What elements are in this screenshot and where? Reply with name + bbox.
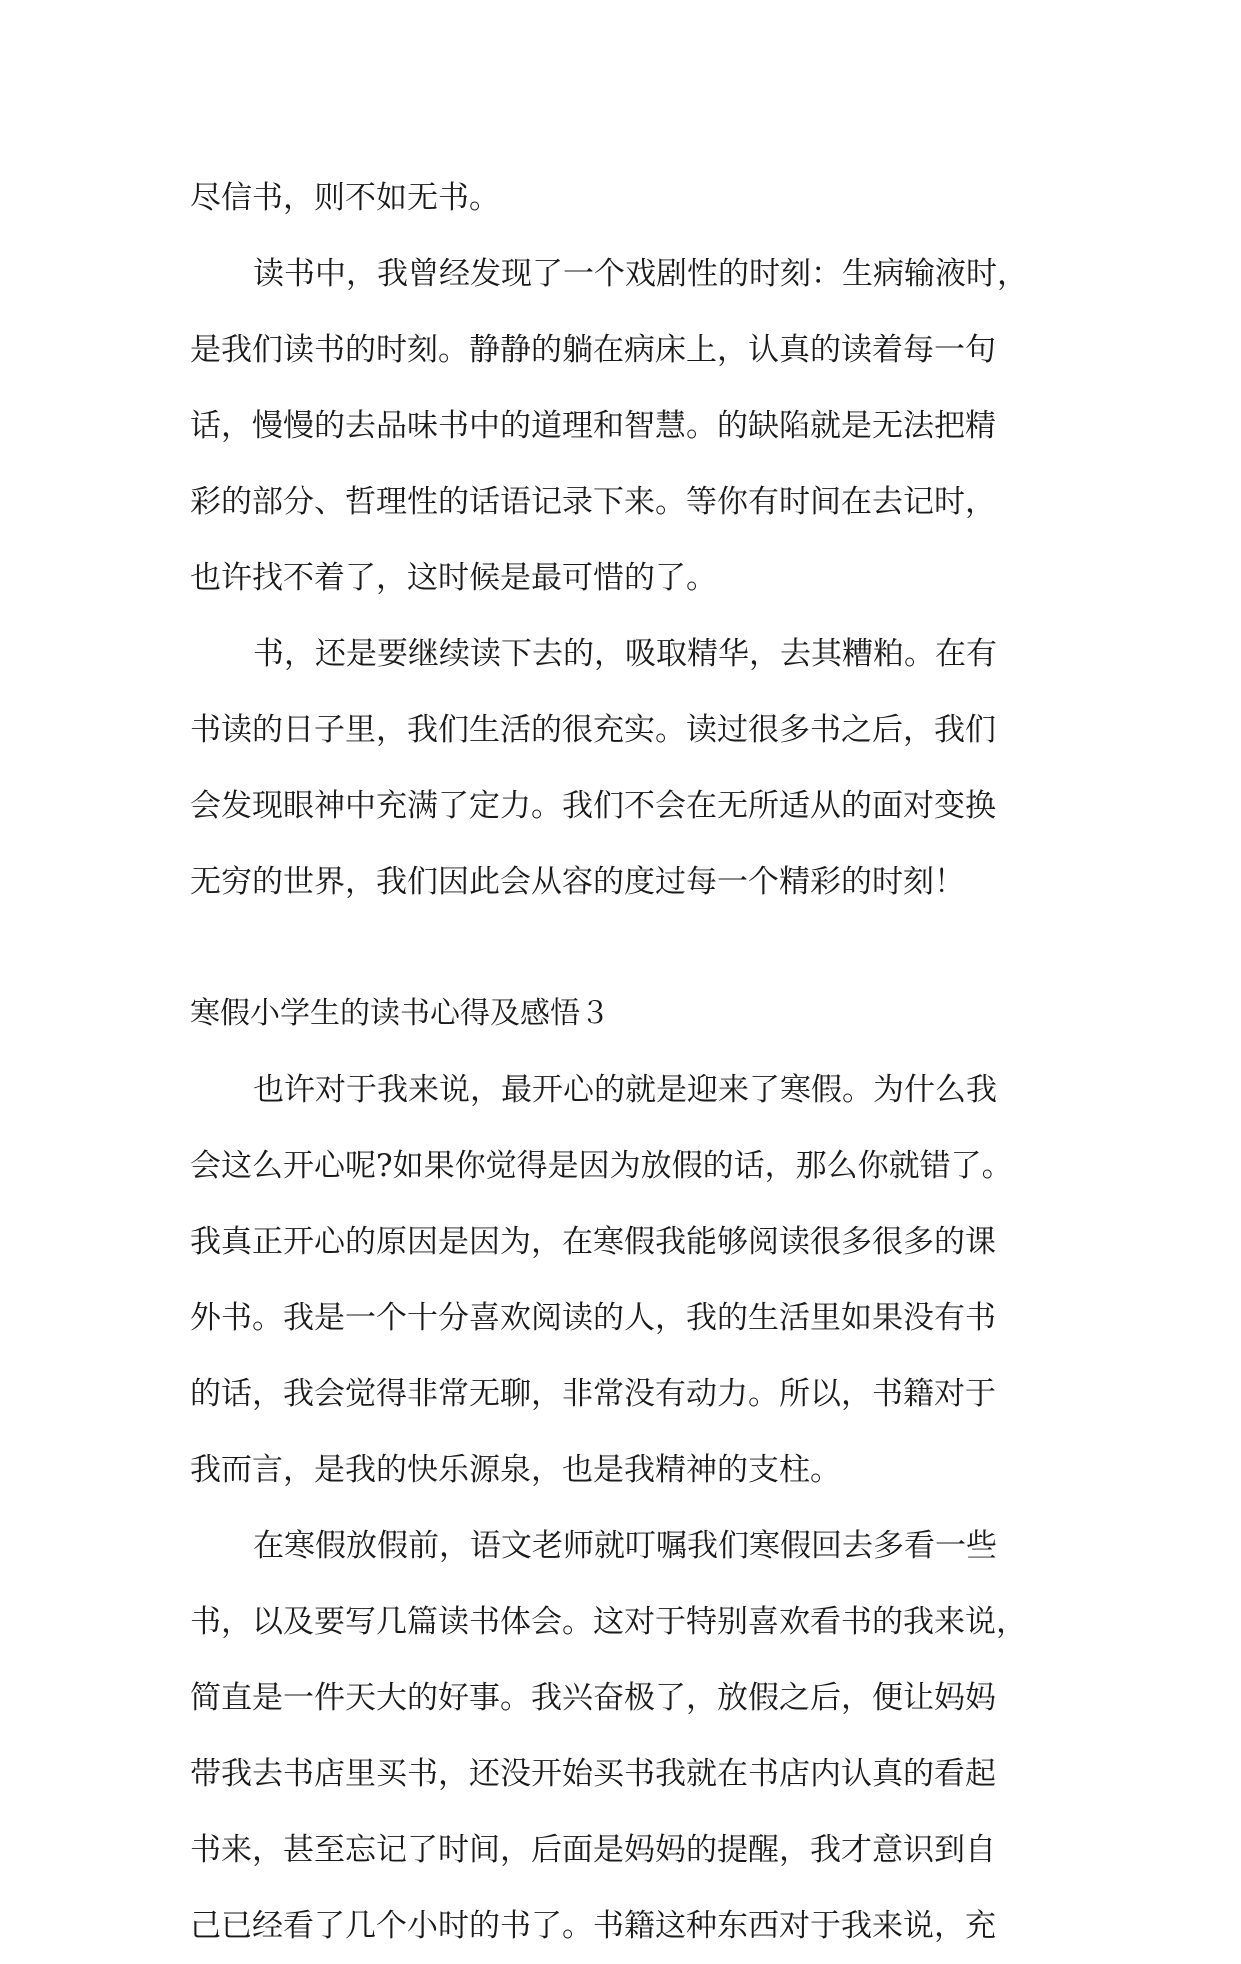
paragraph-reading-while-ill — [190, 236, 1070, 616]
text-line: 书，以及要写几篇读书体会。这对于特别喜欢看书的我来说， — [190, 1604, 1027, 1640]
paragraph-keep-reading — [190, 616, 1070, 920]
text-line: 是我们读书的时刻。静静的躺在病床上，认真的读着每一句 — [190, 332, 996, 368]
paragraph-bookstore — [190, 1508, 1070, 1964]
document-body — [190, 160, 1070, 1964]
paragraph-winter-break — [190, 1052, 1070, 1508]
text-line: 书来，甚至忘记了时间，后面是妈妈的提醒，我才意识到自 — [190, 1832, 996, 1868]
text-line: 我真正开心的原因是因为，在寒假我能够阅读很多很多的课 — [190, 1224, 996, 1260]
text-line: 我而言，是我的快乐源泉，也是我精神的支柱。 — [190, 1452, 841, 1488]
text-line: 简直是一件天大的好事。我兴奋极了，放假之后，便让妈妈 — [190, 1680, 996, 1716]
text-line: 外书。我是一个十分喜欢阅读的人，我的生活里如果没有书 — [190, 1300, 996, 1336]
text-line: 会发现眼神中充满了定力。我们不会在无所适从的面对变换 — [190, 788, 996, 824]
text-line: 带我去书店里买书，还没开始买书我就在书店内认真的看起 — [190, 1756, 996, 1792]
text-line: 己已经看了几个小时的书了。书籍这种东西对于我来说，充 — [190, 1908, 996, 1944]
text-line: 读书中，我曾经发现了一个戏剧性的时刻：生病输液时， — [253, 256, 1028, 292]
text-line: 话，慢慢的去品味书中的道理和智慧。的缺陷就是无法把精 — [190, 408, 996, 444]
text-line: 彩的部分、哲理性的话语记录下来。等你有时间在去记时， — [190, 484, 996, 520]
text-line: 也许找不着了，这时候是最可惜的了。 — [190, 560, 717, 596]
text-line: 书，还是要继续读下去的，吸取精华，去其糟粕。在有 — [253, 636, 997, 672]
text-line: 的话，我会觉得非常无聊，非常没有动力。所以，书籍对于 — [190, 1376, 996, 1412]
section-heading: 寒假小学生的读书心得及感悟３ — [190, 996, 610, 1031]
text-line: 在寒假放假前，语文老师就叮嘱我们寒假回去多看一些 — [253, 1528, 997, 1564]
text-line: 无穷的世界，我们因此会从容的度过每一个精彩的时刻！ — [190, 864, 965, 900]
text-line: 尽信书，则不如无书。 — [190, 180, 500, 216]
paragraph-continuation — [190, 160, 1070, 236]
text-line: 也许对于我来说，最开心的就是迎来了寒假。为什么我 — [253, 1072, 997, 1108]
text-line: 书读的日子里，我们生活的很充实。读过很多书之后，我们 — [190, 712, 996, 748]
text-line: 会这么开心呢?如果你觉得是因为放假的话，那么你就错了。 — [190, 1148, 1013, 1184]
